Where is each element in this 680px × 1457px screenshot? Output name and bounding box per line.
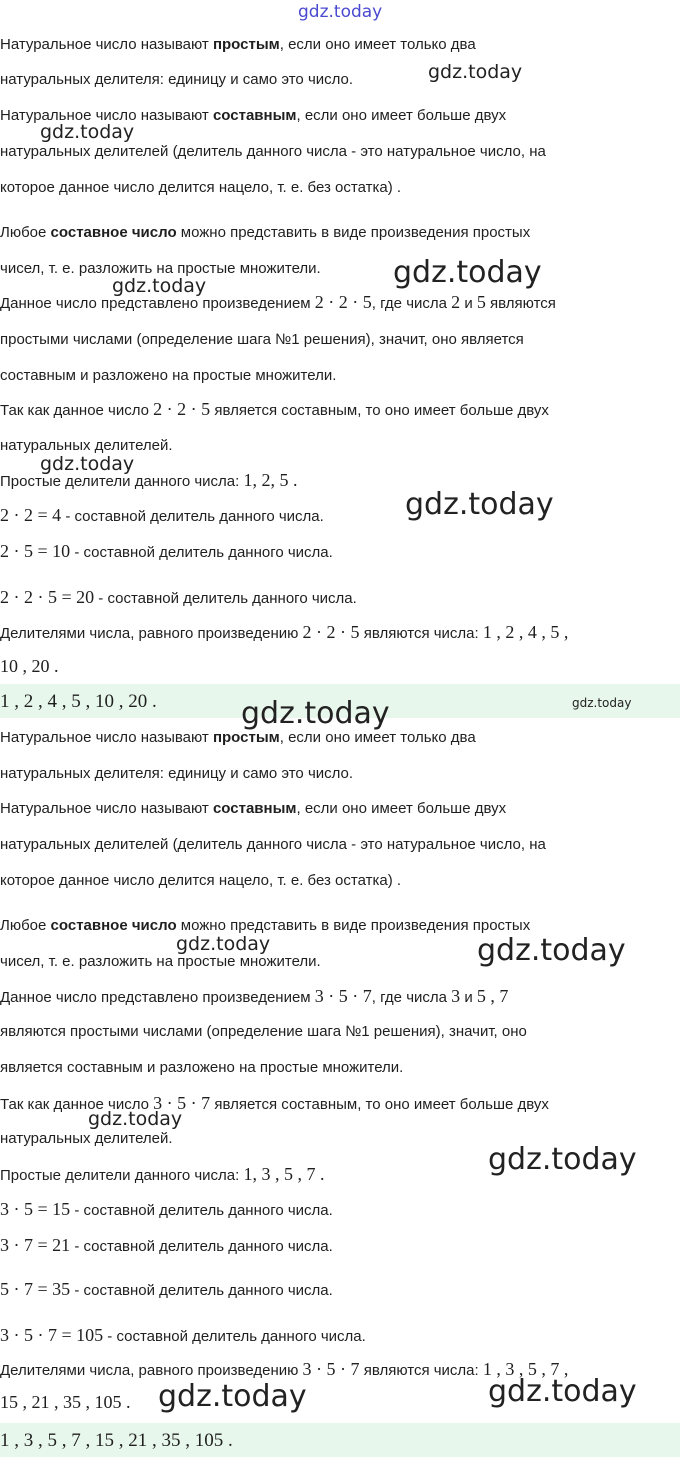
math-values: 1 , 2 , 4 , 5 ,	[482, 622, 569, 642]
watermark: gdz.today	[298, 2, 383, 22]
definition-text: , если оно имеет только два	[279, 729, 476, 746]
definition-text: Натуральное число называют	[0, 36, 213, 53]
definition-text: Натуральное число называют	[0, 107, 213, 124]
math-expression: 3 · 5 · 7	[314, 986, 372, 1006]
given-number-statement	[0, 293, 556, 313]
math-values: 1, 2, 5 .	[243, 470, 298, 490]
watermark: gdz.today	[241, 696, 390, 731]
definition-text: можно представить в виде произведения простых	[176, 224, 531, 241]
composite-divisor	[0, 542, 333, 562]
math-number: 5 , 7	[476, 986, 509, 1006]
composite-divisor	[0, 1280, 333, 1300]
math-number: 3	[451, 986, 461, 1006]
statement-text: являются числа:	[359, 625, 483, 642]
definition-text: , если оно имеет больше двух	[296, 107, 507, 124]
statement-text: - составной делитель данного числа.	[61, 508, 324, 525]
divisors-list-line2	[0, 657, 59, 677]
composite-divisor	[0, 1326, 366, 1346]
watermark: gdz.today	[112, 275, 207, 297]
watermark: gdz.today	[572, 696, 632, 710]
math-expression: 2 · 2 · 5	[302, 622, 360, 642]
math-expression: 3 · 5 = 15	[0, 1199, 71, 1219]
statement-text: Делителями числа, равного произведению	[0, 1362, 303, 1379]
watermark: gdz.today	[488, 1374, 637, 1409]
composite-number-definition-line3: которое данное число делится нацело, т. е. без остатка) .	[0, 179, 402, 196]
statement-text: - составной делитель данного числа.	[70, 1238, 333, 1255]
answer-text: 1 , 2 , 4 , 5 , 10 , 20 .	[0, 691, 157, 712]
term-simple: простым	[212, 36, 280, 53]
statement-text: - составной делитель данного числа.	[70, 1202, 333, 1219]
statement-text: Так как данное число	[0, 1096, 154, 1113]
simple-number-definition	[0, 36, 476, 54]
term-composite-number: составное число	[50, 224, 177, 241]
statement-text: является составным, то оно имеет больше двух	[210, 1096, 549, 1113]
given-number-statement	[0, 987, 508, 1007]
composite-number-definition-line2: натуральных делителей (делитель данного числа - это натуральное число, на	[0, 836, 546, 853]
statement-text: , где числа	[371, 295, 452, 312]
statement-text: Так как данное число	[0, 402, 154, 419]
composite-number-definition-line2: натуральных делителей (делитель данного числа - это натуральное число, на	[0, 143, 546, 160]
math-expression: 3 · 5 · 7	[302, 1359, 360, 1379]
watermark: gdz.today	[176, 933, 271, 955]
divisors-list	[0, 623, 568, 643]
term-composite: составным	[212, 107, 297, 124]
composite-conclusion-line2: натуральных делителей.	[0, 1130, 173, 1147]
math-expression: 2 · 2 · 5 = 20	[0, 587, 95, 607]
divisors-list-line2	[0, 1393, 131, 1413]
statement-text: Данное число представлено произведением	[0, 989, 315, 1006]
watermark: gdz.today	[88, 1108, 183, 1130]
math-expression: 3 · 7 = 21	[0, 1235, 71, 1255]
given-number-statement-line3: является составным и разложено на простые множители.	[0, 1059, 404, 1076]
divisors-list	[0, 1360, 568, 1380]
statement-text: Простые делители данного числа:	[0, 473, 244, 490]
composite-conclusion-line2: натуральных делителей.	[0, 437, 173, 454]
statement-text: - составной делитель данного числа.	[103, 1328, 366, 1345]
factorization-definition-line2: чисел, т. е. разложить на простые множители.	[0, 260, 321, 277]
term-simple: простым	[212, 729, 280, 746]
math-expression: 5 · 7 = 35	[0, 1279, 71, 1299]
math-number: 2	[451, 292, 461, 312]
definition-text: , если оно имеет только два	[279, 36, 476, 53]
factorization-definition	[0, 224, 530, 242]
given-number-statement-line2: простыми числами (определение шага №1 решения), значит, оно является	[0, 331, 524, 348]
watermark: gdz.today	[428, 61, 523, 83]
watermark: gdz.today	[158, 1379, 307, 1414]
definition-text: Натуральное число называют	[0, 729, 213, 746]
answer-box	[0, 1423, 680, 1457]
statement-text: Простые делители данного числа:	[0, 1167, 244, 1184]
statement-text: - составной делитель данного числа.	[94, 590, 357, 607]
simple-number-definition-line2: натуральных делителя: единицу и само это число.	[0, 765, 354, 782]
statement-text: - составной делитель данного числа.	[70, 544, 333, 561]
watermark: gdz.today	[40, 453, 135, 475]
math-expression: 2 · 2 · 5	[153, 399, 211, 419]
statement-text: являются	[485, 295, 556, 312]
watermark: gdz.today	[405, 487, 554, 522]
watermark: gdz.today	[477, 933, 626, 968]
term-composite: составным	[212, 800, 297, 817]
composite-conclusion	[0, 1094, 549, 1114]
math-expression: 3 · 5 · 7	[153, 1093, 211, 1113]
statement-text: и	[460, 989, 477, 1006]
composite-divisor	[0, 506, 324, 526]
statement-text: Данное число представлено произведением	[0, 295, 315, 312]
definition-text: Натуральное число называют	[0, 800, 213, 817]
term-composite-number: составное число	[50, 917, 177, 934]
given-number-statement-line3: составным и разложено на простые множители.	[0, 367, 337, 384]
math-values: 1 , 3 , 5 , 7 ,	[482, 1359, 569, 1379]
watermark: gdz.today	[393, 255, 542, 290]
composite-divisor	[0, 1200, 333, 1220]
simple-number-definition	[0, 729, 476, 747]
composite-divisor	[0, 588, 357, 608]
definition-text: Любое	[0, 917, 51, 934]
math-number: 5	[476, 292, 486, 312]
prime-divisors	[0, 1165, 324, 1185]
composite-conclusion	[0, 400, 549, 420]
definition-text: Любое	[0, 224, 51, 241]
math-values: 15 , 21 , 35 , 105 .	[0, 1392, 131, 1412]
answer-text: 1 , 3 , 5 , 7 , 15 , 21 , 35 , 105 .	[0, 1430, 233, 1451]
statement-text: - составной делитель данного числа.	[70, 1282, 333, 1299]
composite-number-definition	[0, 800, 506, 818]
math-expression: 2 · 2 · 5	[314, 292, 372, 312]
given-number-statement-line2: являются простыми числами (определение шага №1 решения), значит, оно	[0, 1023, 527, 1040]
watermark: gdz.today	[40, 121, 135, 143]
math-expression: 3 · 5 · 7 = 105	[0, 1325, 104, 1345]
composite-number-definition-line3: которое данное число делится нацело, т. е. без остатка) .	[0, 872, 402, 889]
simple-number-definition-line2: натуральных делителя: единицу и само это число.	[0, 71, 354, 88]
statement-text: Делителями числа, равного произведению	[0, 625, 303, 642]
statement-text: , где числа	[371, 989, 452, 1006]
statement-text: являются числа:	[359, 1362, 483, 1379]
statement-text: является составным, то оно имеет больше двух	[210, 402, 549, 419]
composite-divisor	[0, 1236, 333, 1256]
factorization-definition-line2: чисел, т. е. разложить на простые множители.	[0, 953, 321, 970]
definition-text: можно представить в виде произведения простых	[176, 917, 531, 934]
math-values: 10 , 20 .	[0, 656, 59, 676]
math-expression: 2 · 2 = 4	[0, 505, 62, 525]
math-values: 1, 3 , 5 , 7 .	[243, 1164, 325, 1184]
definition-text: , если оно имеет больше двух	[296, 800, 507, 817]
math-expression: 2 · 5 = 10	[0, 541, 71, 561]
watermark: gdz.today	[488, 1142, 637, 1177]
statement-text: и	[460, 295, 477, 312]
